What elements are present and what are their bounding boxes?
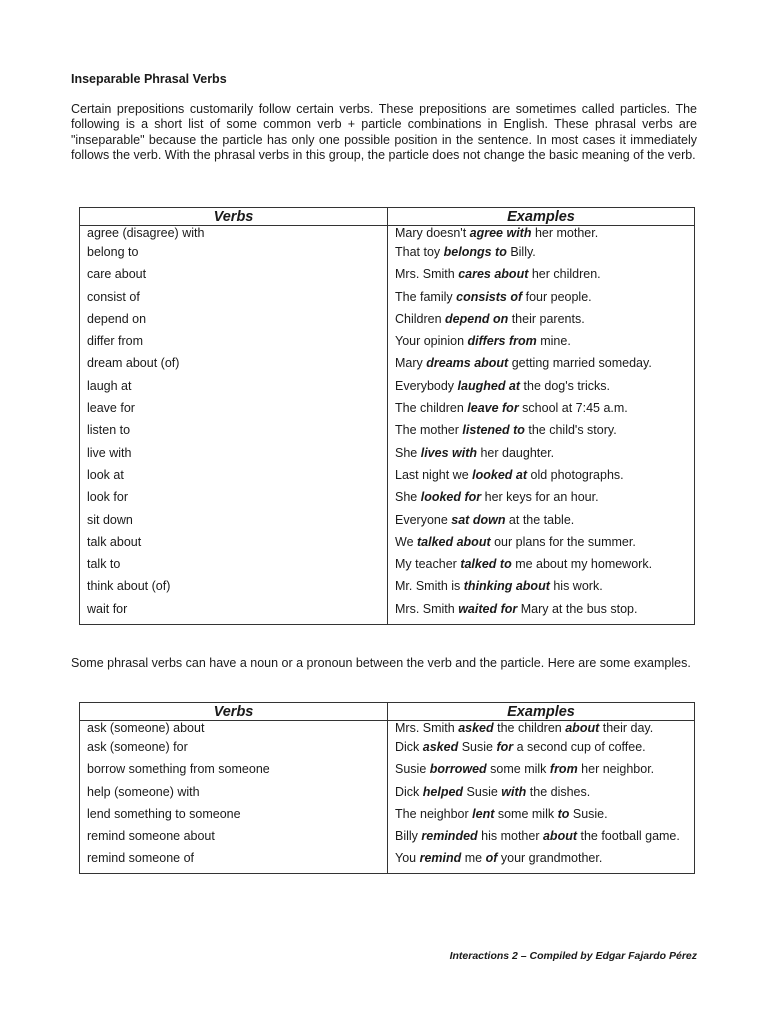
- verb-cell: ask (someone) for: [80, 740, 388, 762]
- example-cell: [388, 468, 695, 490]
- example-text: You: [395, 851, 420, 866]
- example-text: The mother: [395, 423, 463, 438]
- phrasal-verb-highlight: cares about: [458, 267, 529, 282]
- column-header-verbs: Verbs: [80, 208, 388, 226]
- example-text: Susie: [463, 784, 502, 799]
- example-text: Billy.: [506, 245, 536, 259]
- example-text: Mary: [395, 356, 427, 371]
- example-text: a second cup of coffee.: [513, 740, 646, 754]
- verb-cell: consist of: [80, 290, 388, 312]
- example-cell: [388, 762, 695, 784]
- phrasal-verb-highlight: from: [549, 762, 578, 777]
- verb-cell: depend on: [80, 312, 388, 334]
- verb-cell: wait for: [80, 602, 388, 625]
- table-row: [80, 312, 695, 334]
- table-row: [80, 290, 695, 312]
- example-text: the child's story.: [524, 423, 617, 438]
- example-cell: [388, 807, 695, 829]
- verb-cell: talk to: [80, 557, 388, 579]
- table-row: [80, 490, 695, 512]
- example-text: Susie: [458, 740, 497, 754]
- example-text: her neighbor.: [577, 762, 655, 777]
- example-cell: [388, 851, 695, 874]
- inseparable-table-body: [80, 226, 695, 625]
- phrasal-verb-highlight: listened to: [462, 423, 525, 438]
- table-row: [80, 785, 695, 807]
- example-cell: [388, 557, 695, 579]
- phrasal-verb-highlight: lent: [472, 806, 495, 821]
- example-cell: [388, 423, 695, 445]
- column-header-examples: Examples: [388, 703, 695, 721]
- table-row: [80, 762, 695, 784]
- phrasal-verb-highlight: talked about: [417, 534, 491, 549]
- example-text: getting married someday.: [508, 356, 652, 371]
- verb-cell: remind someone of: [80, 851, 388, 874]
- example-text: Dick: [395, 740, 423, 754]
- example-text: Mary at the bus stop.: [517, 601, 638, 616]
- page-footer: Interactions 2 – Compiled by Edgar Fajardo Pérez: [449, 950, 697, 962]
- example-text: the children: [493, 721, 566, 735]
- phrasal-verb-highlight: looked for: [420, 490, 482, 505]
- phrasal-verb-highlight: of: [485, 851, 498, 866]
- example-text: Your opinion: [395, 334, 468, 349]
- table-row: [80, 401, 695, 423]
- table-row: [80, 740, 695, 762]
- phrasal-verb-highlight: remind: [419, 851, 462, 866]
- table-row: [80, 267, 695, 289]
- example-text: some milk: [494, 806, 558, 821]
- example-cell: [388, 740, 695, 762]
- example-cell: [388, 535, 695, 557]
- verb-cell: care about: [80, 267, 388, 289]
- example-text: our plans for the summer.: [490, 534, 636, 549]
- table-row: [80, 468, 695, 490]
- table-row: [80, 226, 695, 246]
- example-text: Mrs. Smith: [395, 267, 459, 282]
- phrasal-verb-highlight: differs from: [467, 334, 537, 349]
- verb-cell: lend something to someone: [80, 807, 388, 829]
- phrasal-verb-highlight: about: [565, 721, 600, 735]
- example-cell: [388, 290, 695, 312]
- phrasal-verb-highlight: lives with: [420, 445, 477, 460]
- phrasal-verb-highlight: agree with: [469, 226, 532, 240]
- table-row: [80, 579, 695, 601]
- example-text: his mother: [477, 829, 543, 844]
- table-row: [80, 379, 695, 401]
- column-header-examples: Examples: [388, 208, 695, 226]
- example-cell: [388, 401, 695, 423]
- phrasal-verb-highlight: sat down: [451, 512, 506, 527]
- example-text: Children: [395, 311, 446, 326]
- phrasal-verb-highlight: laughed at: [457, 378, 521, 393]
- table-row: [80, 356, 695, 378]
- verb-cell: look at: [80, 468, 388, 490]
- table-row: [80, 513, 695, 535]
- phrasal-verb-highlight: asked: [422, 740, 459, 754]
- example-text: the dog's tricks.: [520, 378, 610, 393]
- example-text: her daughter.: [477, 445, 555, 460]
- intro-paragraph: Certain prepositions customarily follow certain verbs. These prepositions are sometimes called particles. The following is a short list of some common verb + particle combinations in English. These phrasal verbs are "inseparable" because the particle has only one possible position in the sentence. In most cases it immediately follows the verb. With the phrasal verbs in this group, the particle does not change the basic meaning of the verb.: [71, 102, 697, 163]
- example-text: the dishes.: [526, 784, 591, 799]
- table-row: [80, 245, 695, 267]
- table-row: [80, 557, 695, 579]
- example-text: Mrs. Smith: [395, 601, 459, 616]
- phrasal-verb-highlight: thinking about: [463, 579, 550, 594]
- example-text: Billy: [395, 829, 422, 844]
- example-text: Susie: [395, 762, 430, 777]
- example-text: She: [395, 490, 421, 505]
- example-text: Mrs. Smith: [395, 721, 459, 735]
- example-cell: [388, 579, 695, 601]
- example-text: his work.: [549, 579, 603, 594]
- example-text: her children.: [528, 267, 601, 282]
- verb-cell: help (someone) with: [80, 785, 388, 807]
- example-text: Last night we: [395, 467, 473, 482]
- phrasal-verb-highlight: consists of: [456, 289, 523, 304]
- phrasal-verb-highlight: dreams about: [426, 356, 509, 371]
- separable-table-body: [80, 721, 695, 874]
- phrasal-verb-highlight: about: [542, 829, 578, 844]
- example-text: the football game.: [577, 829, 680, 844]
- example-text: at the table.: [505, 512, 575, 527]
- verb-cell: listen to: [80, 423, 388, 445]
- example-text: me: [461, 851, 486, 866]
- phrasal-verb-highlight: for: [496, 740, 514, 754]
- example-cell: [388, 267, 695, 289]
- separable-intro-paragraph: Some phrasal verbs can have a noun or a pronoun between the verb and the particle. Here are some examples.: [71, 656, 691, 670]
- phrasal-verb-highlight: waited for: [458, 601, 518, 616]
- table-row: [80, 829, 695, 851]
- phrasal-verb-highlight: with: [501, 784, 527, 799]
- table-row: [80, 602, 695, 625]
- separable-verbs-table: [79, 702, 695, 874]
- example-cell: [388, 785, 695, 807]
- verb-cell: live with: [80, 446, 388, 468]
- example-cell: [388, 226, 695, 246]
- example-text: mine.: [536, 334, 571, 349]
- verb-cell: dream about (of): [80, 356, 388, 378]
- example-text: four people.: [522, 289, 592, 304]
- example-text: Everybody: [395, 378, 458, 393]
- table-row: [80, 334, 695, 356]
- example-text: Everyone: [395, 512, 452, 527]
- phrasal-verb-highlight: belongs to: [443, 245, 507, 259]
- verb-cell: look for: [80, 490, 388, 512]
- example-text: We: [395, 534, 417, 549]
- example-text: Mr. Smith is: [395, 579, 464, 594]
- table-row: [80, 423, 695, 445]
- table-row: [80, 851, 695, 874]
- verb-cell: think about (of): [80, 579, 388, 601]
- example-cell: [388, 829, 695, 851]
- phrasal-verb-highlight: borrowed: [429, 762, 487, 777]
- example-cell: [388, 721, 695, 741]
- phrasal-verb-highlight: helped: [422, 784, 464, 799]
- table-header-row: [80, 703, 695, 721]
- phrasal-verb-highlight: reminded: [421, 829, 478, 844]
- example-text: their parents.: [508, 311, 585, 326]
- example-text: school at 7:45 a.m.: [518, 401, 628, 416]
- example-text: She: [395, 445, 421, 460]
- example-text: some milk: [486, 762, 550, 777]
- example-cell: [388, 379, 695, 401]
- phrasal-verb-highlight: talked to: [460, 557, 512, 572]
- verb-cell: laugh at: [80, 379, 388, 401]
- phrasal-verb-highlight: to: [557, 806, 570, 821]
- example-text: old photographs.: [527, 467, 624, 482]
- verb-cell: borrow something from someone: [80, 762, 388, 784]
- phrasal-verb-highlight: depend on: [445, 311, 509, 326]
- verb-cell: leave for: [80, 401, 388, 423]
- example-text: her mother.: [531, 226, 599, 240]
- example-cell: [388, 245, 695, 267]
- example-cell: [388, 334, 695, 356]
- example-text: The children: [395, 401, 468, 416]
- verb-cell: belong to: [80, 245, 388, 267]
- phrasal-verb-highlight: looked at: [472, 467, 528, 482]
- example-cell: [388, 312, 695, 334]
- verb-cell: differ from: [80, 334, 388, 356]
- verb-cell: talk about: [80, 535, 388, 557]
- document-title: Inseparable Phrasal Verbs: [71, 72, 227, 86]
- example-text: Mary doesn't: [395, 226, 470, 240]
- example-text: their day.: [599, 721, 654, 735]
- column-header-verbs: Verbs: [80, 703, 388, 721]
- verb-cell: sit down: [80, 513, 388, 535]
- phrasal-verb-highlight: asked: [458, 721, 494, 735]
- example-text: My teacher: [395, 557, 461, 572]
- example-cell: [388, 490, 695, 512]
- verb-cell: ask (someone) about: [80, 721, 388, 741]
- verb-cell: remind someone about: [80, 829, 388, 851]
- example-text: That toy: [395, 245, 444, 259]
- table-row: [80, 535, 695, 557]
- example-cell: [388, 513, 695, 535]
- example-text: me about my homework.: [511, 557, 653, 572]
- example-cell: [388, 602, 695, 625]
- example-text: The family: [395, 289, 457, 304]
- example-text: your grandmother.: [497, 851, 603, 866]
- example-text: The neighbor: [395, 806, 473, 821]
- table-row: [80, 721, 695, 741]
- table-header-row: [80, 208, 695, 226]
- example-cell: [388, 356, 695, 378]
- verb-cell: agree (disagree) with: [80, 226, 388, 246]
- table-row: [80, 807, 695, 829]
- inseparable-verbs-table: [79, 207, 695, 625]
- example-text: her keys for an hour.: [481, 490, 599, 505]
- example-cell: [388, 446, 695, 468]
- table-row: [80, 446, 695, 468]
- example-text: Dick: [395, 784, 423, 799]
- example-text: Susie.: [569, 806, 608, 821]
- phrasal-verb-highlight: leave for: [467, 401, 519, 416]
